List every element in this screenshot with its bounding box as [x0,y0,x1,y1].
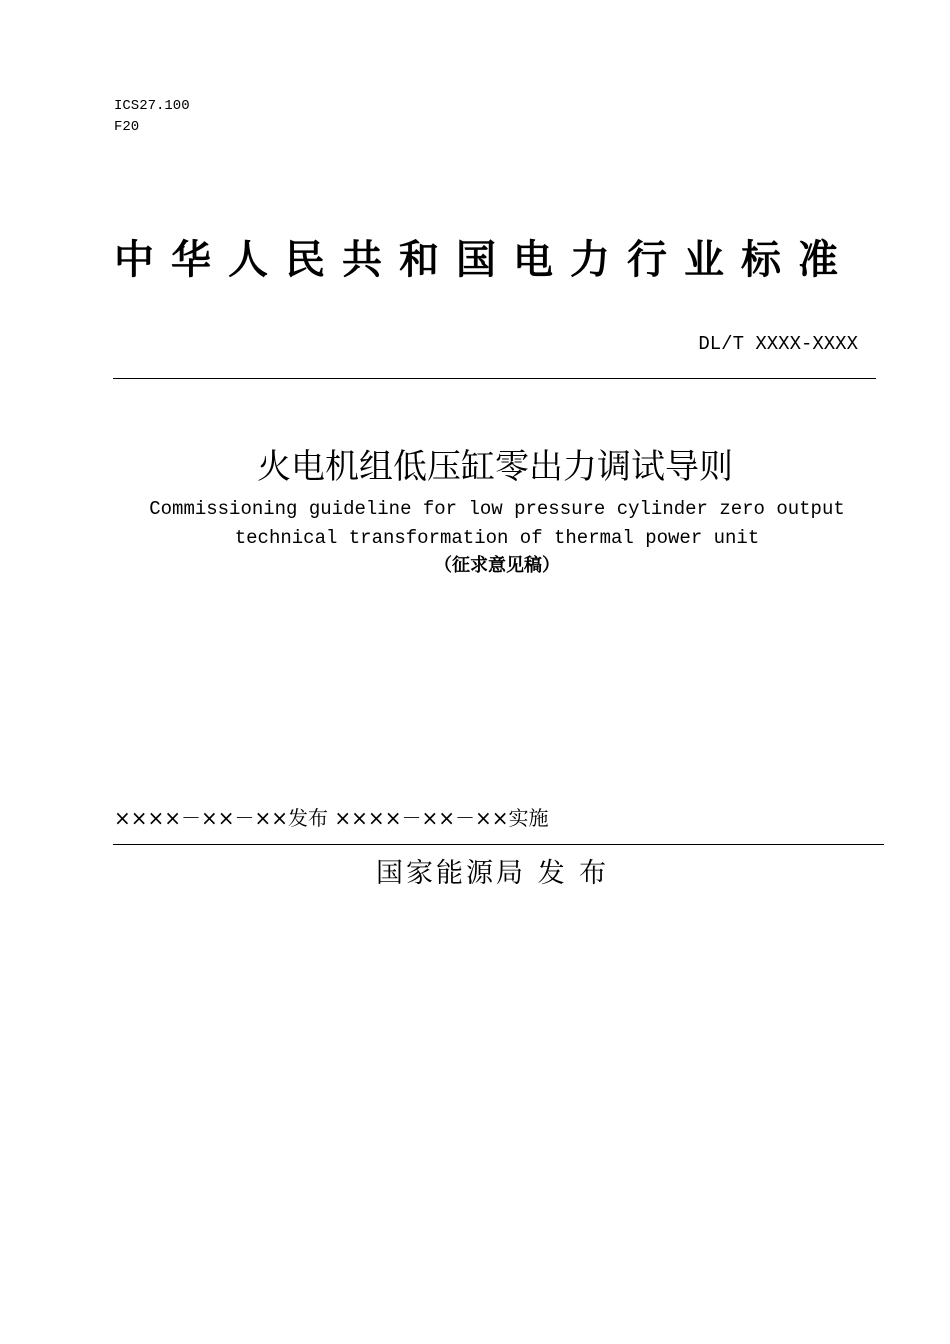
top-divider [113,378,876,379]
standard-code: DL/T XXXX-XXXX [698,333,858,355]
document-title-cn: 火电机组低压缸零出力调试导则 [257,447,733,487]
document-title-en-line1: Commissioning guideline for low pressure cylinder zero output [149,498,845,520]
draft-status: （征求意见稿） [434,555,560,576]
classification-code: F20 [114,119,140,135]
bottom-divider [113,844,884,845]
release-implementation-dates: ××××－××－××发布 ××××－××－××实施 [114,806,549,830]
publisher: 国家能源局 发 布 [376,858,610,889]
ics-code: ICS27.100 [114,98,190,114]
document-title-en-line2: technical transformation of thermal power unit [234,527,760,549]
standard-category-title: 中华人民共和国电力行业标准 [114,237,855,283]
